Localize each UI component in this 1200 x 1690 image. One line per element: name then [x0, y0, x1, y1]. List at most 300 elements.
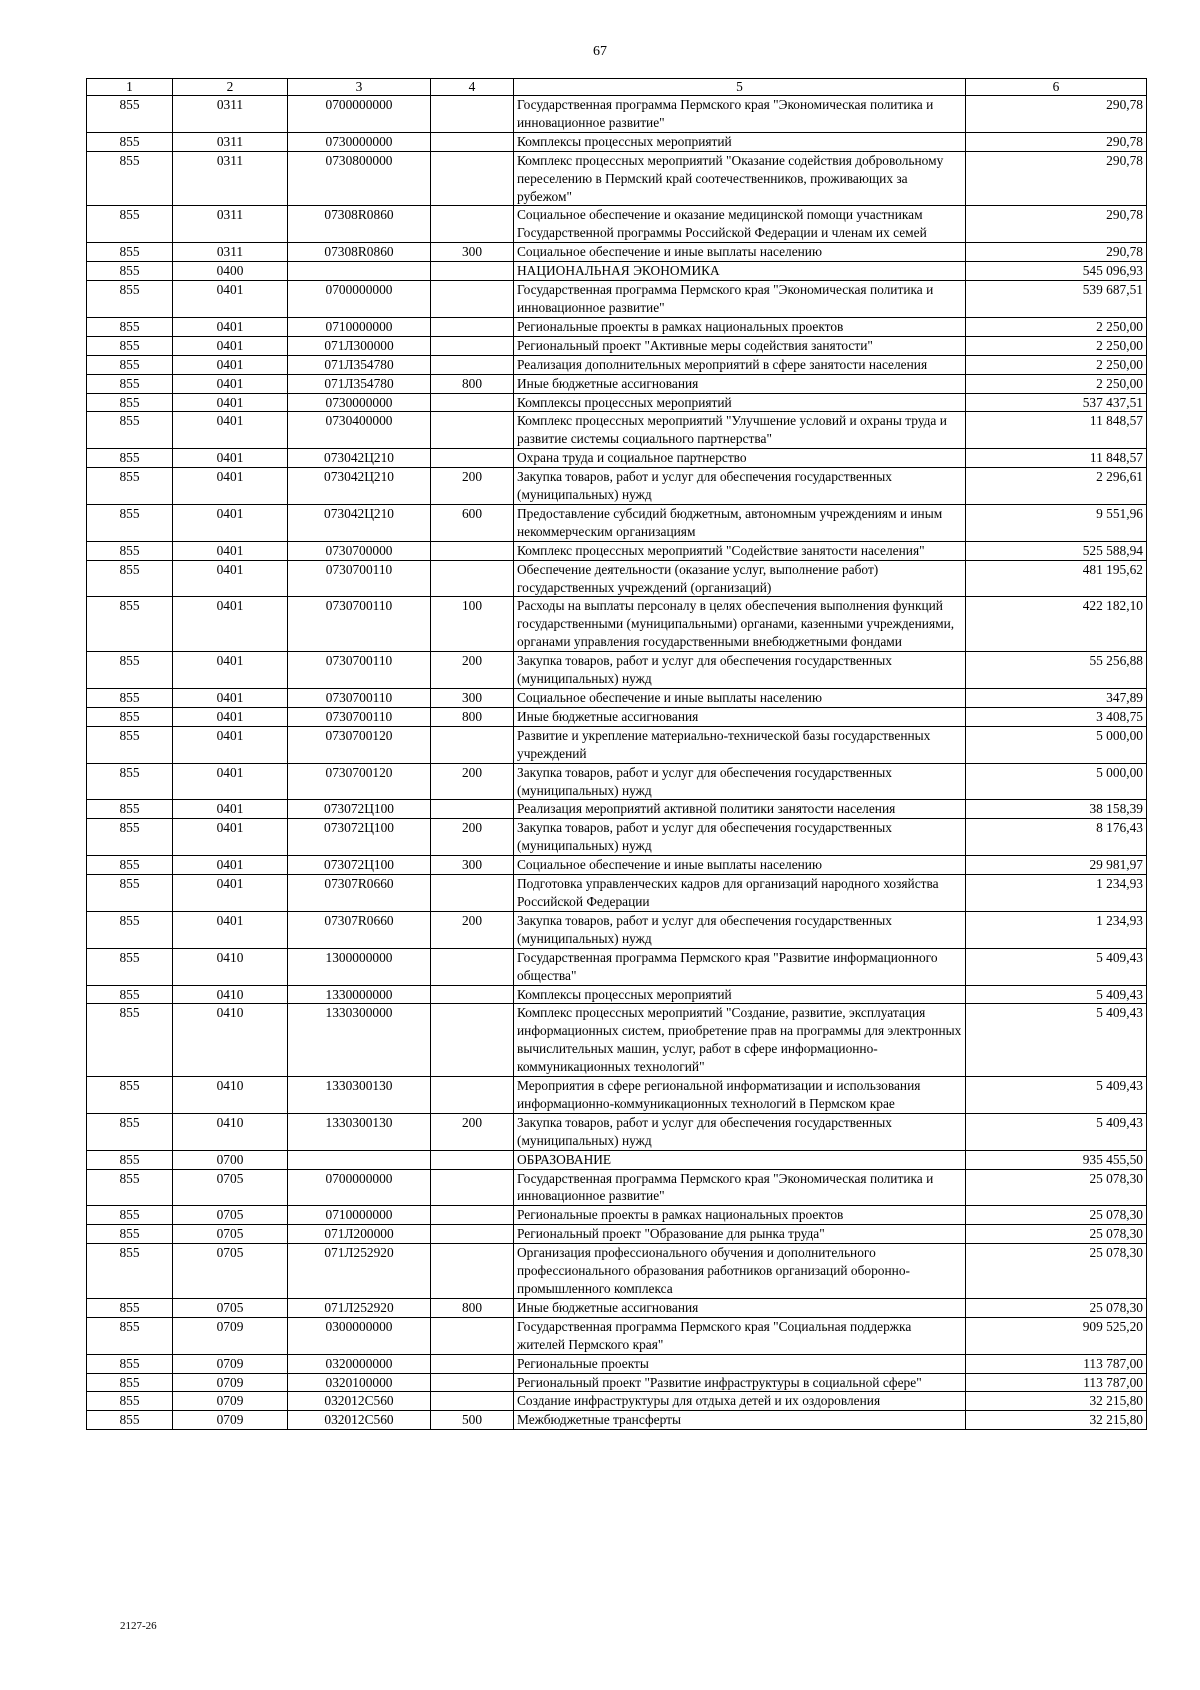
column-header: 2	[173, 79, 288, 96]
target-article-code-cell: 073072Ц100	[288, 819, 431, 856]
amount-cell: 2 250,00	[966, 374, 1147, 393]
section-code-cell: 0709	[173, 1354, 288, 1373]
item-name-cell: Социальное обеспечение и иные выплаты населению	[514, 689, 966, 708]
expense-type-code-cell: 300	[431, 243, 514, 262]
section-code-cell: 0311	[173, 132, 288, 151]
item-name-cell: Расходы на выплаты персоналу в целях обеспечения выполнения функций государственными (муниципальными) органами, казенными учреждениями, органами управления государственными внебюджетными фондами	[514, 597, 966, 652]
target-article-code-cell: 073042Ц210	[288, 468, 431, 505]
section-code-cell: 0400	[173, 262, 288, 281]
expense-type-code-cell	[431, 985, 514, 1004]
amount-cell: 9 551,96	[966, 504, 1147, 541]
amount-cell: 525 588,94	[966, 541, 1147, 560]
table-row	[87, 1169, 1147, 1206]
expense-type-code-cell	[431, 1392, 514, 1411]
item-name-cell: Комплексы процессных мероприятий	[514, 393, 966, 412]
target-article-code-cell: 0710000000	[288, 317, 431, 336]
target-article-code-cell: 0730700120	[288, 763, 431, 800]
item-name-cell: Развитие и укрепление материально-технической базы государственных учреждений	[514, 726, 966, 763]
item-name-cell: Закупка товаров, работ и услуг для обеспечения государственных (муниципальных) нужд	[514, 763, 966, 800]
expense-type-code-cell	[431, 1206, 514, 1225]
expense-type-code-cell	[431, 1317, 514, 1354]
ministry-code-cell: 855	[87, 504, 173, 541]
section-code-cell: 0401	[173, 449, 288, 468]
expense-type-code-cell	[431, 96, 514, 133]
table-row	[87, 911, 1147, 948]
section-code-cell: 0401	[173, 374, 288, 393]
ministry-code-cell: 855	[87, 856, 173, 875]
expense-type-code-cell	[431, 726, 514, 763]
document-code: 2127-26	[120, 1620, 157, 1632]
table-row	[87, 468, 1147, 505]
amount-cell: 422 182,10	[966, 597, 1147, 652]
section-code-cell: 0401	[173, 856, 288, 875]
table-row	[87, 281, 1147, 318]
item-name-cell: Комплекс процессных мероприятий "Содействие занятости населения"	[514, 541, 966, 560]
table-row	[87, 132, 1147, 151]
expense-type-code-cell: 100	[431, 597, 514, 652]
item-name-cell: Мероприятия в сфере региональной информатизации и использования информационно-коммуникационных технологий в Пермском крае	[514, 1077, 966, 1114]
target-article-code-cell: 073072Ц100	[288, 856, 431, 875]
ministry-code-cell: 855	[87, 374, 173, 393]
item-name-cell: Социальное обеспечение и оказание медицинской помощи участникам Государственной программы Российской Федерации и членам их семей	[514, 206, 966, 243]
table-row	[87, 689, 1147, 708]
item-name-cell: Региональные проекты в рамках национальных проектов	[514, 317, 966, 336]
table-row	[87, 1150, 1147, 1169]
amount-cell: 25 078,30	[966, 1169, 1147, 1206]
item-name-cell: Региональный проект "Активные меры содействия занятости"	[514, 336, 966, 355]
item-name-cell: Региональный проект "Образование для рынка труда"	[514, 1225, 966, 1244]
amount-cell: 25 078,30	[966, 1225, 1147, 1244]
section-code-cell: 0705	[173, 1225, 288, 1244]
amount-cell: 290,78	[966, 243, 1147, 262]
table-row	[87, 1373, 1147, 1392]
table-row	[87, 374, 1147, 393]
target-article-code-cell: 0320100000	[288, 1373, 431, 1392]
table-row	[87, 317, 1147, 336]
item-name-cell: Закупка товаров, работ и услуг для обеспечения государственных (муниципальных) нужд	[514, 1113, 966, 1150]
item-name-cell: Государственная программа Пермского края "Экономическая политика и инновационное развитие"	[514, 281, 966, 318]
amount-cell: 290,78	[966, 96, 1147, 133]
target-article-code-cell: 071Л300000	[288, 336, 431, 355]
header-row	[87, 79, 1147, 96]
item-name-cell: Закупка товаров, работ и услуг для обеспечения государственных (муниципальных) нужд	[514, 819, 966, 856]
amount-cell: 545 096,93	[966, 262, 1147, 281]
target-article-code-cell: 0700000000	[288, 96, 431, 133]
ministry-code-cell: 855	[87, 1354, 173, 1373]
section-code-cell: 0401	[173, 763, 288, 800]
expense-type-code-cell	[431, 800, 514, 819]
expense-type-code-cell	[431, 1244, 514, 1299]
target-article-code-cell: 071Л354780	[288, 355, 431, 374]
table-row	[87, 336, 1147, 355]
section-code-cell: 0709	[173, 1317, 288, 1354]
section-code-cell: 0401	[173, 317, 288, 336]
amount-cell: 2 250,00	[966, 336, 1147, 355]
section-code-cell: 0401	[173, 468, 288, 505]
table-row	[87, 819, 1147, 856]
table-row	[87, 1244, 1147, 1299]
section-code-cell: 0401	[173, 504, 288, 541]
table-row	[87, 206, 1147, 243]
table-row	[87, 875, 1147, 912]
amount-cell: 29 981,97	[966, 856, 1147, 875]
table-row	[87, 1004, 1147, 1077]
amount-cell: 32 215,80	[966, 1392, 1147, 1411]
amount-cell: 5 000,00	[966, 726, 1147, 763]
expense-type-code-cell: 800	[431, 1298, 514, 1317]
table-row	[87, 985, 1147, 1004]
expense-type-code-cell	[431, 1004, 514, 1077]
section-code-cell: 0705	[173, 1298, 288, 1317]
amount-cell: 11 848,57	[966, 449, 1147, 468]
column-header: 4	[431, 79, 514, 96]
expense-type-code-cell: 200	[431, 763, 514, 800]
expense-type-code-cell	[431, 875, 514, 912]
amount-cell: 11 848,57	[966, 412, 1147, 449]
section-code-cell: 0700	[173, 1150, 288, 1169]
item-name-cell: Обеспечение деятельности (оказание услуг, выполнение работ) государственных учреждений (организаций)	[514, 560, 966, 597]
ministry-code-cell: 855	[87, 726, 173, 763]
amount-cell: 290,78	[966, 151, 1147, 206]
target-article-code-cell: 1330000000	[288, 985, 431, 1004]
amount-cell: 1 234,93	[966, 911, 1147, 948]
expense-type-code-cell	[431, 1077, 514, 1114]
item-name-cell: Социальное обеспечение и иные выплаты населению	[514, 856, 966, 875]
ministry-code-cell: 855	[87, 393, 173, 412]
item-name-cell: Реализация дополнительных мероприятий в сфере занятости населения	[514, 355, 966, 374]
table-row	[87, 763, 1147, 800]
table-row	[87, 1077, 1147, 1114]
expense-type-code-cell	[431, 1373, 514, 1392]
target-article-code-cell: 0730700000	[288, 541, 431, 560]
section-code-cell: 0705	[173, 1244, 288, 1299]
target-article-code-cell: 07307R0660	[288, 911, 431, 948]
ministry-code-cell: 855	[87, 336, 173, 355]
expense-type-code-cell	[431, 336, 514, 355]
ministry-code-cell: 855	[87, 281, 173, 318]
amount-cell: 290,78	[966, 132, 1147, 151]
ministry-code-cell: 855	[87, 689, 173, 708]
amount-cell: 3 408,75	[966, 707, 1147, 726]
section-code-cell: 0401	[173, 336, 288, 355]
item-name-cell: Иные бюджетные ассигнования	[514, 707, 966, 726]
target-article-code-cell: 0700000000	[288, 281, 431, 318]
section-code-cell: 0311	[173, 243, 288, 262]
item-name-cell: Иные бюджетные ассигнования	[514, 374, 966, 393]
ministry-code-cell: 855	[87, 1392, 173, 1411]
target-article-code-cell: 0730700110	[288, 652, 431, 689]
item-name-cell: Реализация мероприятий активной политики занятости населения	[514, 800, 966, 819]
item-name-cell: Иные бюджетные ассигнования	[514, 1298, 966, 1317]
expense-type-code-cell	[431, 412, 514, 449]
table-row	[87, 1298, 1147, 1317]
ministry-code-cell: 855	[87, 597, 173, 652]
table-row	[87, 151, 1147, 206]
table-row	[87, 412, 1147, 449]
target-article-code-cell: 0710000000	[288, 1206, 431, 1225]
item-name-cell: Комплекс процессных мероприятий "Создание, развитие, эксплуатация информационных систем, приобретение прав на программы для электронных вычислительных машин, услуг, работ в сфере информационно-коммуникационных технологий"	[514, 1004, 966, 1077]
section-code-cell: 0401	[173, 652, 288, 689]
amount-cell: 290,78	[966, 206, 1147, 243]
section-code-cell: 0401	[173, 412, 288, 449]
item-name-cell: Закупка товаров, работ и услуг для обеспечения государственных (муниципальных) нужд	[514, 468, 966, 505]
table-row	[87, 1225, 1147, 1244]
target-article-code-cell: 0730000000	[288, 393, 431, 412]
amount-cell: 481 195,62	[966, 560, 1147, 597]
amount-cell: 5 409,43	[966, 1113, 1147, 1150]
item-name-cell: Государственная программа Пермского края "Экономическая политика и инновационное развитие"	[514, 96, 966, 133]
item-name-cell: Региональные проекты	[514, 1354, 966, 1373]
ministry-code-cell: 855	[87, 1113, 173, 1150]
target-article-code-cell: 073042Ц210	[288, 449, 431, 468]
ministry-code-cell: 855	[87, 911, 173, 948]
target-article-code-cell: 1330300000	[288, 1004, 431, 1077]
ministry-code-cell: 855	[87, 875, 173, 912]
section-code-cell: 0401	[173, 875, 288, 912]
target-article-code-cell: 071Л252920	[288, 1298, 431, 1317]
target-article-code-cell: 0730700110	[288, 597, 431, 652]
amount-cell: 5 409,43	[966, 1004, 1147, 1077]
ministry-code-cell: 855	[87, 317, 173, 336]
table-row	[87, 652, 1147, 689]
section-code-cell: 0709	[173, 1392, 288, 1411]
section-code-cell: 0410	[173, 985, 288, 1004]
target-article-code-cell: 0730000000	[288, 132, 431, 151]
section-code-cell: 0311	[173, 206, 288, 243]
table-row	[87, 449, 1147, 468]
ministry-code-cell: 855	[87, 243, 173, 262]
amount-cell: 539 687,51	[966, 281, 1147, 318]
expense-type-code-cell: 200	[431, 819, 514, 856]
expense-type-code-cell	[431, 132, 514, 151]
item-name-cell: Создание инфраструктуры для отдыха детей и их оздоровления	[514, 1392, 966, 1411]
ministry-code-cell: 855	[87, 1411, 173, 1430]
item-name-cell: Предоставление субсидий бюджетным, автономным учреждениям и иным некоммерческим организациям	[514, 504, 966, 541]
amount-cell: 5 409,43	[966, 948, 1147, 985]
target-article-code-cell: 07308R0860	[288, 206, 431, 243]
target-article-code-cell: 1330300130	[288, 1077, 431, 1114]
item-name-cell: Закупка товаров, работ и услуг для обеспечения государственных (муниципальных) нужд	[514, 911, 966, 948]
table-row	[87, 726, 1147, 763]
target-article-code-cell: 073072Ц100	[288, 800, 431, 819]
expense-type-code-cell	[431, 560, 514, 597]
ministry-code-cell: 855	[87, 541, 173, 560]
ministry-code-cell: 855	[87, 1004, 173, 1077]
ministry-code-cell: 855	[87, 449, 173, 468]
ministry-code-cell: 855	[87, 96, 173, 133]
table-row	[87, 393, 1147, 412]
amount-cell: 2 296,61	[966, 468, 1147, 505]
ministry-code-cell: 855	[87, 560, 173, 597]
target-article-code-cell: 07308R0860	[288, 243, 431, 262]
section-code-cell: 0401	[173, 819, 288, 856]
expense-type-code-cell	[431, 281, 514, 318]
ministry-code-cell: 855	[87, 763, 173, 800]
section-code-cell: 0709	[173, 1411, 288, 1430]
amount-cell: 2 250,00	[966, 317, 1147, 336]
target-article-code-cell: 1330300130	[288, 1113, 431, 1150]
item-name-cell: Государственная программа Пермского края "Социальная поддержка жителей Пермского края"	[514, 1317, 966, 1354]
expense-type-code-cell: 300	[431, 689, 514, 708]
ministry-code-cell: 855	[87, 412, 173, 449]
item-name-cell: НАЦИОНАЛЬНАЯ ЭКОНОМИКА	[514, 262, 966, 281]
ministry-code-cell: 855	[87, 132, 173, 151]
item-name-cell: Организация профессионального обучения и дополнительного профессионального образования работников организаций оборонно-промышленного комплекса	[514, 1244, 966, 1299]
section-code-cell: 0705	[173, 1169, 288, 1206]
expense-type-code-cell	[431, 948, 514, 985]
expense-type-code-cell	[431, 1150, 514, 1169]
ministry-code-cell: 855	[87, 819, 173, 856]
target-article-code-cell: 0730700110	[288, 707, 431, 726]
target-article-code-cell: 1300000000	[288, 948, 431, 985]
section-code-cell: 0705	[173, 1206, 288, 1225]
section-code-cell: 0401	[173, 355, 288, 374]
ministry-code-cell: 855	[87, 707, 173, 726]
ministry-code-cell: 855	[87, 1244, 173, 1299]
amount-cell: 5 000,00	[966, 763, 1147, 800]
table-row	[87, 1317, 1147, 1354]
ministry-code-cell: 855	[87, 652, 173, 689]
section-code-cell: 0401	[173, 541, 288, 560]
expense-type-code-cell	[431, 1169, 514, 1206]
amount-cell: 25 078,30	[966, 1206, 1147, 1225]
expense-type-code-cell	[431, 541, 514, 560]
amount-cell: 909 525,20	[966, 1317, 1147, 1354]
target-article-code-cell	[288, 262, 431, 281]
target-article-code-cell: 073042Ц210	[288, 504, 431, 541]
amount-cell: 5 409,43	[966, 985, 1147, 1004]
section-code-cell: 0311	[173, 96, 288, 133]
ministry-code-cell: 855	[87, 1225, 173, 1244]
item-name-cell: Комплекс процессных мероприятий "Оказание содействия добровольному переселению в Пермский край соотечественников, проживающих за рубежом"	[514, 151, 966, 206]
section-code-cell: 0410	[173, 1004, 288, 1077]
amount-cell: 537 437,51	[966, 393, 1147, 412]
ministry-code-cell: 855	[87, 985, 173, 1004]
amount-cell: 2 250,00	[966, 355, 1147, 374]
ministry-code-cell: 855	[87, 151, 173, 206]
ministry-code-cell: 855	[87, 1077, 173, 1114]
target-article-code-cell: 0700000000	[288, 1169, 431, 1206]
item-name-cell: Закупка товаров, работ и услуг для обеспечения государственных (муниципальных) нужд	[514, 652, 966, 689]
ministry-code-cell: 855	[87, 1298, 173, 1317]
item-name-cell: Комплексы процессных мероприятий	[514, 132, 966, 151]
amount-cell: 55 256,88	[966, 652, 1147, 689]
section-code-cell: 0401	[173, 281, 288, 318]
section-code-cell: 0709	[173, 1373, 288, 1392]
expense-type-code-cell	[431, 317, 514, 336]
item-name-cell: Комплексы процессных мероприятий	[514, 985, 966, 1004]
item-name-cell: Государственная программа Пермского края "Развитие информационного общества"	[514, 948, 966, 985]
table-row	[87, 948, 1147, 985]
target-article-code-cell: 0730700110	[288, 560, 431, 597]
expense-type-code-cell	[431, 1225, 514, 1244]
amount-cell: 347,89	[966, 689, 1147, 708]
amount-cell: 935 455,50	[966, 1150, 1147, 1169]
item-name-cell: ОБРАЗОВАНИЕ	[514, 1150, 966, 1169]
table-row	[87, 541, 1147, 560]
amount-cell: 32 215,80	[966, 1411, 1147, 1430]
budget-table	[86, 78, 1147, 1430]
section-code-cell: 0401	[173, 911, 288, 948]
table-row	[87, 1354, 1147, 1373]
expense-type-code-cell	[431, 449, 514, 468]
ministry-code-cell: 855	[87, 355, 173, 374]
expense-type-code-cell: 500	[431, 1411, 514, 1430]
target-article-code-cell: 071Л252920	[288, 1244, 431, 1299]
target-article-code-cell: 07307R0660	[288, 875, 431, 912]
ministry-code-cell: 855	[87, 1150, 173, 1169]
target-article-code-cell: 032012С560	[288, 1392, 431, 1411]
table-row	[87, 1206, 1147, 1225]
expense-type-code-cell	[431, 151, 514, 206]
page-number: 67	[593, 44, 607, 59]
item-name-cell: Охрана труда и социальное партнерство	[514, 449, 966, 468]
column-header: 3	[288, 79, 431, 96]
ministry-code-cell: 855	[87, 800, 173, 819]
expense-type-code-cell: 300	[431, 856, 514, 875]
amount-cell: 25 078,30	[966, 1244, 1147, 1299]
amount-cell: 38 158,39	[966, 800, 1147, 819]
target-article-code-cell: 071Л354780	[288, 374, 431, 393]
item-name-cell: Межбюджетные трансферты	[514, 1411, 966, 1430]
ministry-code-cell: 855	[87, 206, 173, 243]
ministry-code-cell: 855	[87, 1169, 173, 1206]
target-article-code-cell: 032012С560	[288, 1411, 431, 1430]
target-article-code-cell: 071Л200000	[288, 1225, 431, 1244]
table-row	[87, 96, 1147, 133]
expense-type-code-cell	[431, 393, 514, 412]
column-header: 5	[514, 79, 966, 96]
table-row	[87, 560, 1147, 597]
expense-type-code-cell: 200	[431, 652, 514, 689]
ministry-code-cell: 855	[87, 468, 173, 505]
item-name-cell: Региональный проект "Развитие инфраструктуры в социальной сфере"	[514, 1373, 966, 1392]
expense-type-code-cell	[431, 206, 514, 243]
expense-type-code-cell	[431, 1354, 514, 1373]
section-code-cell: 0401	[173, 800, 288, 819]
amount-cell: 1 234,93	[966, 875, 1147, 912]
expense-type-code-cell: 200	[431, 1113, 514, 1150]
expense-type-code-cell: 200	[431, 468, 514, 505]
section-code-cell: 0410	[173, 1077, 288, 1114]
table-row	[87, 504, 1147, 541]
section-code-cell: 0401	[173, 707, 288, 726]
section-code-cell: 0401	[173, 597, 288, 652]
target-article-code-cell: 0730700120	[288, 726, 431, 763]
item-name-cell: Социальное обеспечение и иные выплаты населению	[514, 243, 966, 262]
table-row	[87, 355, 1147, 374]
expense-type-code-cell	[431, 262, 514, 281]
ministry-code-cell: 855	[87, 948, 173, 985]
ministry-code-cell: 855	[87, 1373, 173, 1392]
table-row	[87, 800, 1147, 819]
table-row	[87, 1392, 1147, 1411]
table-row	[87, 262, 1147, 281]
expense-type-code-cell	[431, 355, 514, 374]
ministry-code-cell: 855	[87, 262, 173, 281]
table-row	[87, 707, 1147, 726]
target-article-code-cell: 0730400000	[288, 412, 431, 449]
item-name-cell: Подготовка управленческих кадров для организаций народного хозяйства Российской Федерации	[514, 875, 966, 912]
target-article-code-cell: 0320000000	[288, 1354, 431, 1373]
item-name-cell: Государственная программа Пермского края "Экономическая политика и инновационное развитие"	[514, 1169, 966, 1206]
ministry-code-cell: 855	[87, 1317, 173, 1354]
expense-type-code-cell: 200	[431, 911, 514, 948]
amount-cell: 8 176,43	[966, 819, 1147, 856]
target-article-code-cell: 0730700110	[288, 689, 431, 708]
table-body	[87, 96, 1147, 1430]
amount-cell: 113 787,00	[966, 1354, 1147, 1373]
